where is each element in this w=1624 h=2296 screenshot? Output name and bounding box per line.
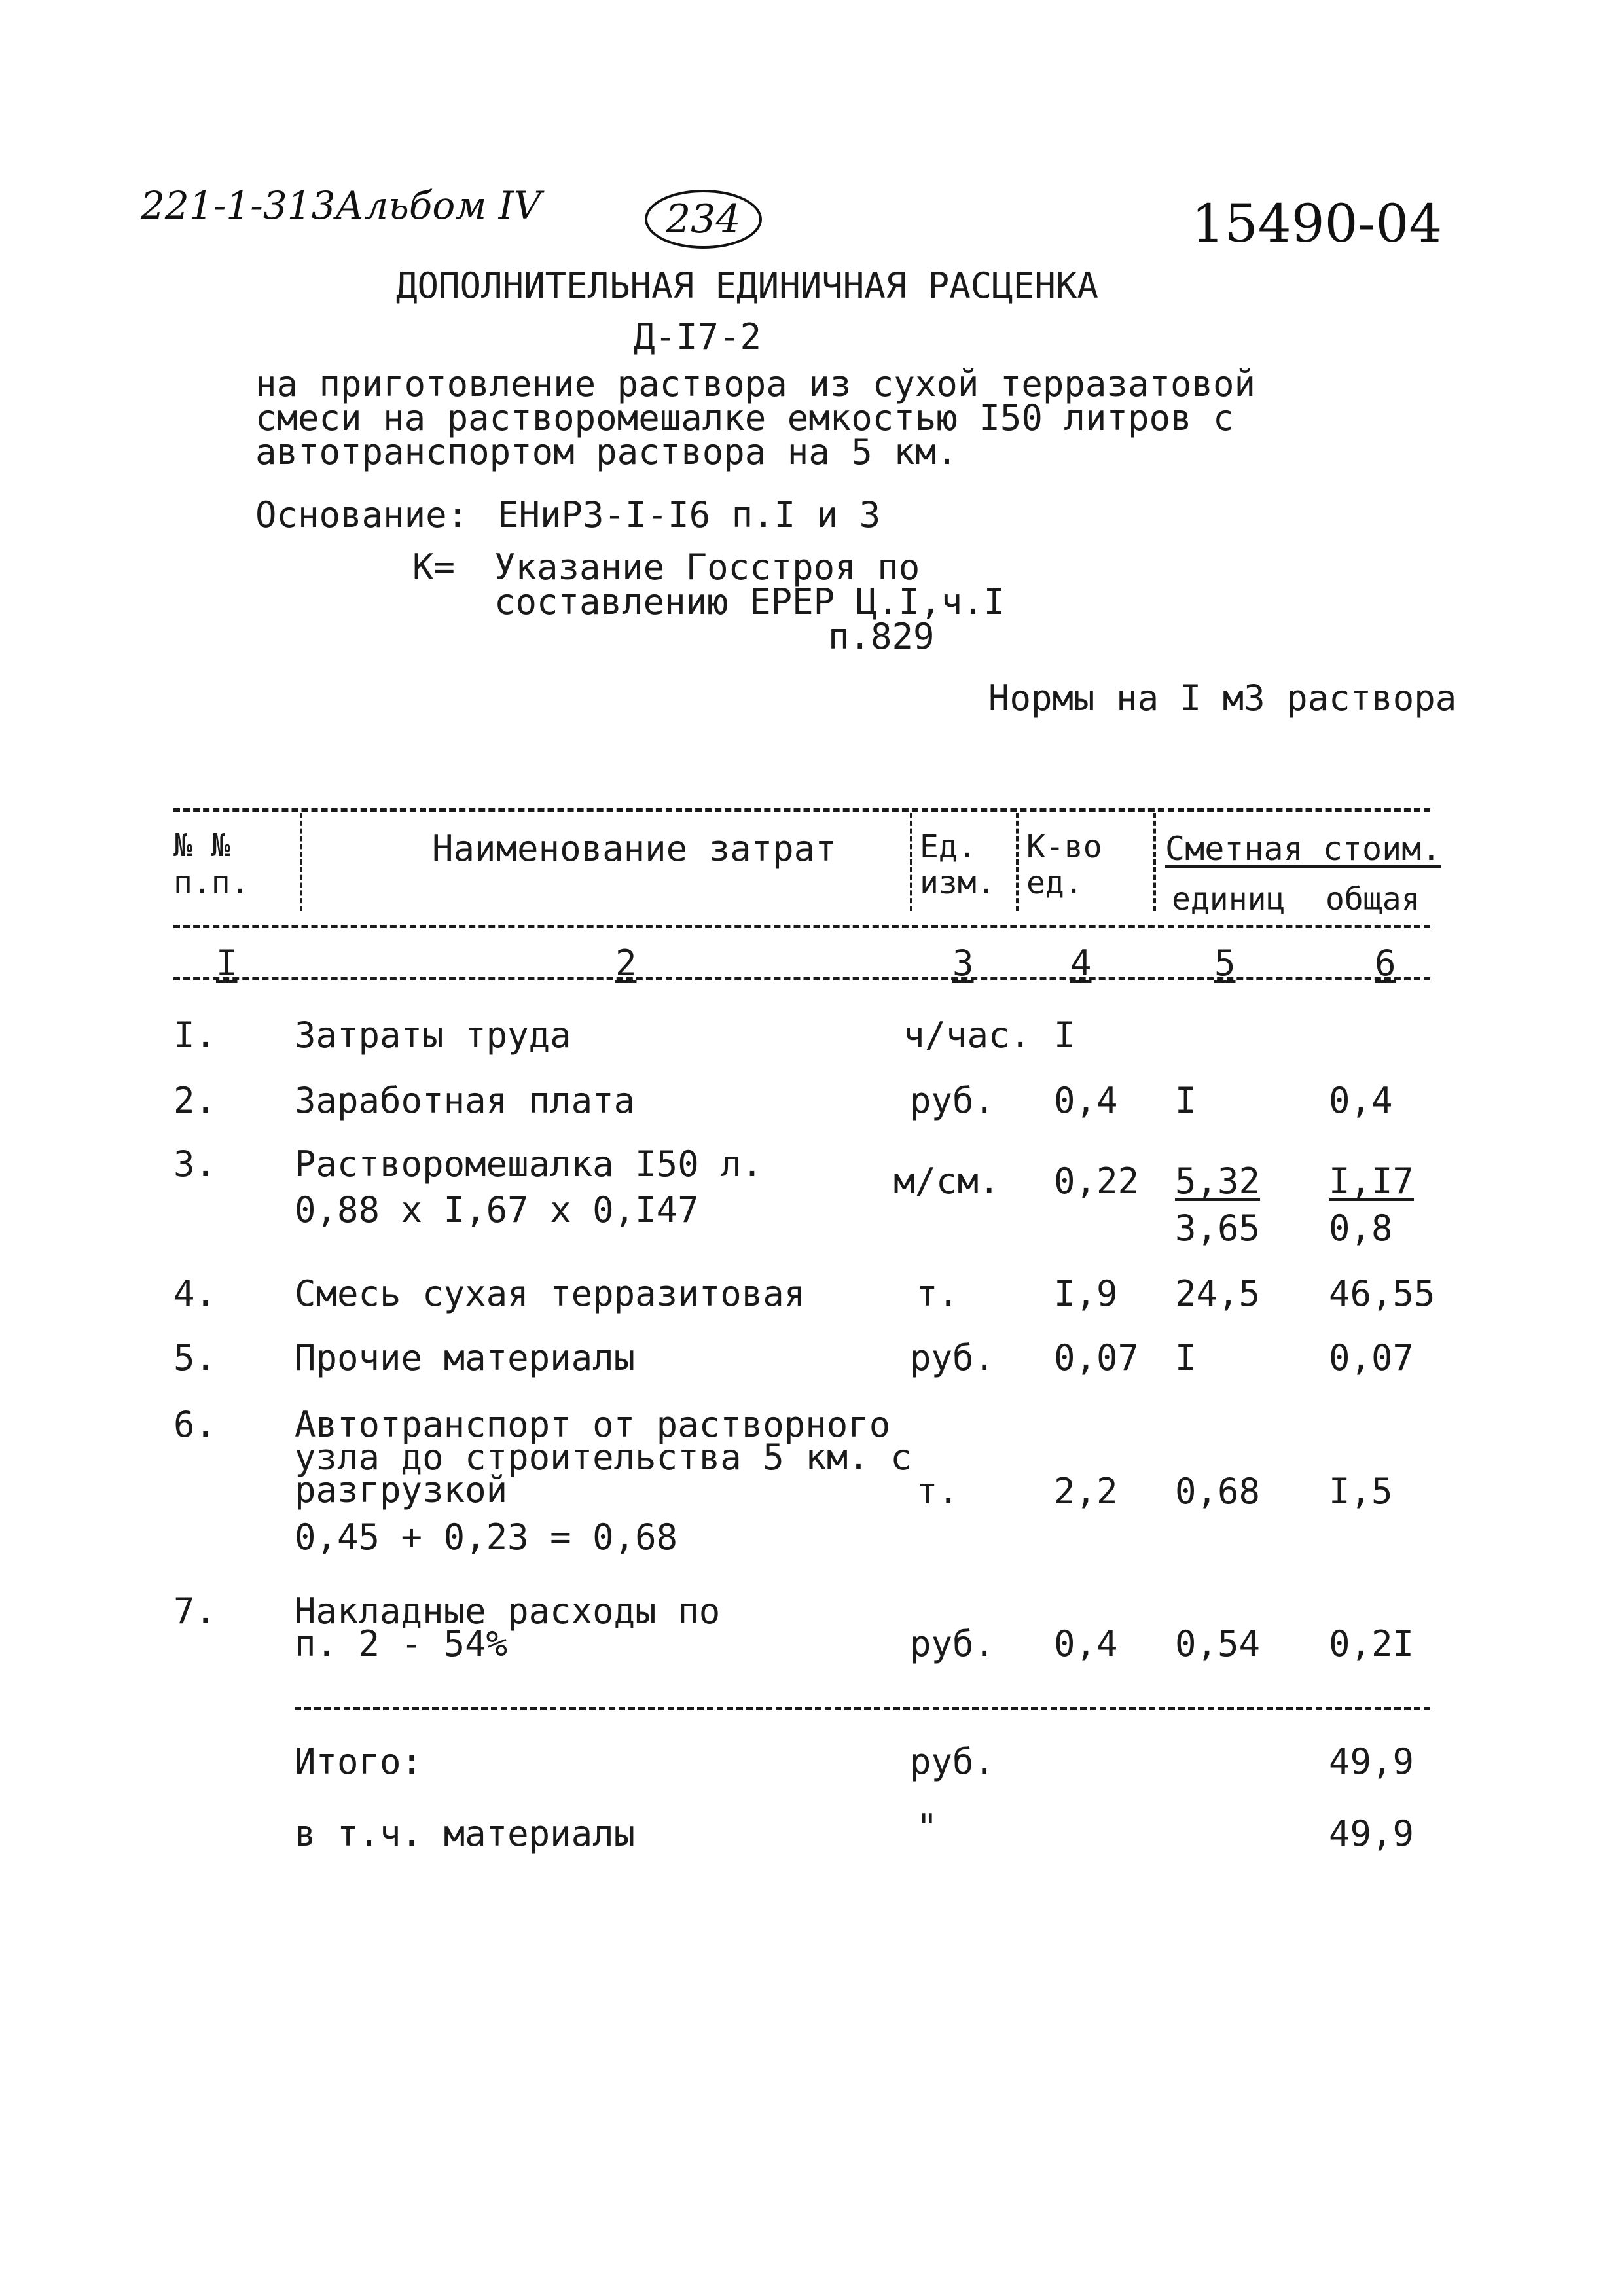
materials-value: 49,9 <box>1329 1813 1415 1854</box>
row-total: 0,4 <box>1329 1080 1393 1121</box>
column-number: 4 <box>1070 942 1092 984</box>
row-number: 6. <box>173 1404 217 1445</box>
k-label: К= <box>412 547 456 588</box>
header-cost: Сметная стоим. <box>1165 830 1441 868</box>
header-bottom-rule <box>173 925 1430 928</box>
page-number: 234 <box>645 190 762 249</box>
row-qty: 2,2 <box>1054 1471 1118 1512</box>
row-price-alt: 3,65 <box>1175 1208 1261 1249</box>
header-unit: Ед. <box>920 829 977 865</box>
row-name: Растворомешалка I50 л. <box>295 1143 763 1185</box>
header-divider <box>300 813 302 911</box>
row-qty: 0,22 <box>1054 1160 1140 1202</box>
basis-value: ЕНиР3-I-I6 п.I и 3 <box>497 494 881 535</box>
row-price: 0,54 <box>1175 1623 1261 1664</box>
description-line: на приготовление раствора из сухой терразатовой <box>255 363 1256 404</box>
header-qty: ед. <box>1026 865 1083 901</box>
row-name: п. 2 - 54% <box>295 1623 508 1664</box>
row-name: Затраты труда <box>295 1014 571 1056</box>
row-price: 0,68 <box>1175 1471 1261 1512</box>
totals-unit: руб. <box>910 1741 996 1782</box>
row-name: Накладные расходы по <box>295 1590 721 1632</box>
column-number: 3 <box>952 942 974 984</box>
row-unit: т. <box>916 1273 960 1314</box>
row-qty: 0,4 <box>1054 1080 1118 1121</box>
totals-value: 49,9 <box>1329 1741 1415 1782</box>
k-line: Указание Госстроя по <box>494 547 920 588</box>
description-line: смеси на растворомешалке емкостью I50 литров с <box>255 397 1235 439</box>
row-name: Заработная плата <box>295 1080 636 1121</box>
row-total: I,I7 <box>1329 1160 1415 1202</box>
row-price: I <box>1175 1080 1197 1121</box>
header-name: Наименование затрат <box>432 828 837 869</box>
row-total: 0,2I <box>1329 1623 1415 1664</box>
header-divider <box>1016 813 1019 911</box>
document-title: ДОПОЛНИТЕЛЬНАЯ ЕДИНИЧНАЯ РАСЦЕНКА <box>396 265 1098 306</box>
totals-label: Итого: <box>295 1741 423 1782</box>
row-qty: I <box>1054 1014 1075 1056</box>
row-name: Прочие материалы <box>295 1337 636 1378</box>
row-total: I,5 <box>1329 1471 1393 1512</box>
row-unit: руб. <box>910 1623 996 1664</box>
row-total-alt: 0,8 <box>1329 1208 1393 1249</box>
row-price: 24,5 <box>1175 1273 1261 1314</box>
row-name: узла до строительства 5 км. с <box>295 1437 912 1478</box>
row-number: 2. <box>173 1080 217 1121</box>
header-qty: К-во <box>1026 829 1102 865</box>
totals-rule <box>295 1707 1430 1710</box>
header-divider <box>1153 813 1156 911</box>
row-name: Автотранспорт от растворного <box>295 1404 891 1445</box>
k-line: составлению ЕРЕР Ц.I,ч.I <box>494 581 1005 622</box>
column-number: 6 <box>1375 942 1396 984</box>
row-qty: 0,4 <box>1054 1623 1118 1664</box>
row-name: разгрузкой <box>295 1469 508 1511</box>
norms-note: Нормы на I м3 раствора <box>988 677 1457 719</box>
header-divider <box>910 813 912 911</box>
rate-code: Д-I7-2 <box>634 316 762 357</box>
header-num: п.п. <box>173 865 249 901</box>
column-number: 2 <box>615 942 637 984</box>
materials-unit: " <box>916 1806 938 1848</box>
row-name-formula: 0,88 х I,67 х 0,I47 <box>295 1189 699 1230</box>
header-unit: изм. <box>920 865 996 901</box>
row-unit: т. <box>916 1471 960 1512</box>
table-top-rule <box>173 808 1430 812</box>
column-number: 5 <box>1214 942 1236 984</box>
row-qty: 0,07 <box>1054 1337 1140 1378</box>
row-name-formula: 0,45 + 0,23 = 0,68 <box>295 1516 678 1558</box>
row-unit: руб. <box>910 1080 996 1121</box>
row-number: 5. <box>173 1337 217 1378</box>
row-unit: руб. <box>910 1337 996 1378</box>
column-number: I <box>216 942 238 984</box>
row-number: I. <box>173 1014 217 1056</box>
header-cost-unit: единиц <box>1172 881 1286 918</box>
row-number: 4. <box>173 1273 217 1314</box>
k-line: п.829 <box>828 616 935 657</box>
description-line: автотранспортом раствора на 5 км. <box>255 431 958 473</box>
row-total: 46,55 <box>1329 1273 1435 1314</box>
sheet-code: 15490-04 <box>1191 193 1443 254</box>
header-cost-total: общая <box>1326 881 1420 918</box>
column-numbers-rule <box>173 977 1430 980</box>
materials-label: в т.ч. материалы <box>295 1813 636 1854</box>
header-num: № № <box>173 827 230 864</box>
row-total: 0,07 <box>1329 1337 1415 1378</box>
row-unit: ч/час. <box>903 1014 1032 1056</box>
row-qty: I,9 <box>1054 1273 1118 1314</box>
row-number: 3. <box>173 1143 217 1185</box>
basis-label: Основание: <box>255 494 469 535</box>
row-unit: м/см. <box>893 1160 1000 1202</box>
document-code: 221-1-313Альбом IV <box>141 183 541 228</box>
row-number: 7. <box>173 1590 217 1632</box>
row-price: 5,32 <box>1175 1160 1261 1202</box>
row-name: Смесь сухая терразитовая <box>295 1273 806 1314</box>
row-price: I <box>1175 1337 1197 1378</box>
